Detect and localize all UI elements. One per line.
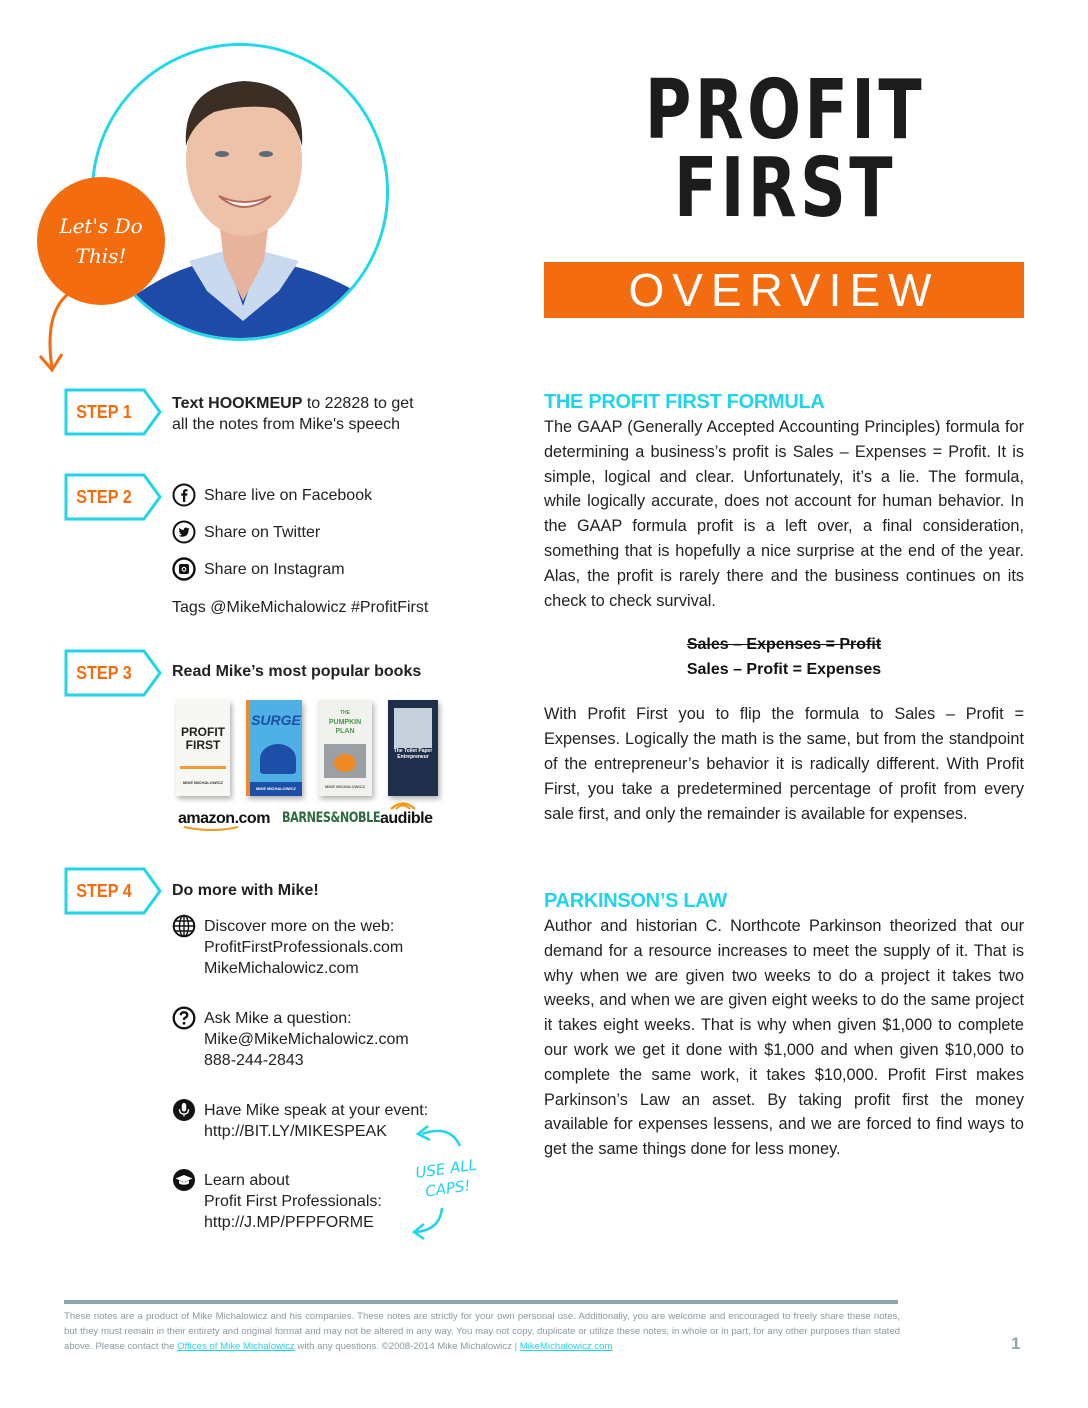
section-heading: PARKINSON’S LAW	[544, 890, 727, 912]
annotation-line-1: USE ALL	[414, 1155, 478, 1182]
book-title: THE	[340, 710, 350, 716]
share-facebook-label: Share live on Facebook	[204, 487, 373, 504]
facebook-icon	[172, 483, 196, 507]
share-twitter-label: Share on Twitter	[204, 524, 321, 541]
book-author: MIKE MICHALOWICZ	[250, 782, 302, 796]
step-2-label: STEP 2	[76, 487, 132, 507]
audible-waves-icon	[388, 798, 418, 810]
book-title: PUMPKIN PLAN	[328, 719, 362, 735]
overview-banner: OVERVIEW	[544, 262, 1024, 318]
step-3-label: STEP 3	[76, 663, 132, 683]
book-title: Entrepreneur	[397, 754, 429, 760]
amazon-label: amazon.com	[178, 810, 270, 827]
annotation-line-2: CAPS!	[424, 1176, 472, 1201]
share-tags: Tags @MikeMichalowicz #ProfitFirst	[172, 599, 429, 616]
book-covers	[172, 700, 434, 800]
step-4-label: STEP 4	[76, 881, 132, 901]
audible-label: audible	[380, 810, 433, 827]
page-number: 1	[1011, 1334, 1021, 1353]
parkinsons-law-section	[544, 889, 1024, 1162]
formula-paragraph-1: The GAAP (Generally Accepted Accounting Principles) formula for determining a business’s profit is Sales – Expenses = Profit. It is simple, logical and clear. Unfortunately, it’s a lie. The formula, while logically accurate, does not account for human behavior. In the GAAP formula profit is a left over, a final consideration, something that is hopefully a nice surprise at the end of the year. Alas, the profit is rarely there and the business continues on its check to check survival.	[544, 418, 1024, 610]
formula-paragraph-2: With Profit First you to flip the formula to Sales – Profit = Expenses. Logically the math is the same, but from the standpoint of the entrepreneur’s behavior it is radically different. With Profit First, you take a predetermined percentage of profit from every sale first, and only the remainder is available for expenses.	[544, 705, 1024, 823]
step-4-heading: Do more with Mike!	[172, 882, 319, 899]
badge-line-1: Let's Do	[59, 214, 143, 238]
footer-text-1: These notes are a product of Mike Michalowicz and his companies. These notes are strictly for your own personal use. Additionally, you are welcome and encouraged to freely share these notes, but they must remain in their entirety and original format and may not be altered in any way. You may not copy, duplicate or utilize these notes, in whole or in part, for any other purposes than stated above. Please contact the	[64, 1311, 900, 1352]
book-profit-first[interactable]	[176, 700, 230, 796]
book-pumpkin-plan[interactable]	[318, 700, 372, 796]
instagram-icon	[172, 557, 196, 581]
share-facebook[interactable]	[172, 485, 372, 507]
old-formula: Sales – Expenses = Profit	[686, 636, 882, 654]
discover-web-item	[172, 916, 403, 979]
globe-icon	[172, 914, 196, 938]
badge-line-2: This!	[75, 244, 127, 268]
book-title: The Toilet Paper	[393, 748, 433, 754]
footer-text-2: with any questions. ©2008-2014 Mike Michalowicz |	[294, 1341, 520, 1352]
step-2-badge	[64, 473, 164, 521]
learn-pfp-label-2: Profit First Professionals:	[204, 1193, 382, 1210]
offices-link[interactable]: Offices of Mike Michalowicz	[177, 1341, 295, 1352]
book-title: SURGE	[251, 712, 301, 728]
link-mikemichalowicz[interactable]: MikeMichalowicz.com	[204, 960, 359, 977]
discover-web-label: Discover more on the web:	[204, 918, 395, 935]
phone-number[interactable]: 888-244-2843	[204, 1052, 304, 1069]
amazon-logo[interactable]	[178, 810, 270, 828]
step-3-badge	[64, 649, 164, 697]
hookmeup-keyword: Text HOOKMEUP	[172, 395, 303, 412]
barnes-noble-logo[interactable]: BARNES&NOBLE	[282, 810, 381, 826]
pfpforme-link[interactable]: http://J.MP/PFPFORME	[204, 1214, 374, 1231]
curved-arrows-icon	[400, 1118, 490, 1248]
step-3-heading: Read Mike’s most popular books	[172, 663, 422, 680]
share-twitter[interactable]	[172, 522, 320, 544]
step-1-text	[172, 393, 414, 435]
share-instagram-label: Share on Instagram	[204, 561, 345, 578]
book-toilet-paper-entrepreneur[interactable]	[388, 700, 438, 796]
footer-disclaimer	[64, 1309, 900, 1354]
speak-event-label: Have Mike speak at your event:	[204, 1102, 429, 1119]
page-title	[620, 63, 950, 236]
step-4-badge	[64, 867, 164, 915]
retailer-logos	[178, 800, 438, 834]
question-icon	[172, 1006, 196, 1030]
use-all-caps-annotation	[400, 1118, 490, 1253]
lets-do-this-badge	[37, 177, 165, 305]
learn-pfp-item	[172, 1170, 382, 1233]
ask-question-item	[172, 1008, 409, 1071]
book-title: PROFIT	[181, 725, 225, 739]
step-1-text-line-2: all the notes from Mike's speech	[172, 416, 401, 433]
parkinson-paragraph: Author and historian C. Northcote Parkinson theorized that our demand for a resource increases to meet the supply of it. That is why when we are given two weeks to do a project it takes two weeks, and when we are given eight weeks to do the same project it takes eight weeks. That is why when given $1,000 to complete our work we get it done with $1,000 and when given $10,000 to complete the same work, it takes $10,000. Profit First makes Parkinson’s Law an asset. By taking profit first the money available for expenses lessens, and we are forced to find ways to get the same things done for less money.	[544, 917, 1024, 1159]
microphone-icon	[172, 1098, 196, 1122]
audible-logo[interactable]	[380, 810, 433, 828]
footer-divider	[64, 1300, 898, 1304]
amazon-smile-icon	[182, 826, 242, 832]
book-author: MIKE MICHALOWICZ	[325, 784, 365, 789]
speak-event-item	[172, 1100, 428, 1142]
step-1-text-rest: to 22828 to get	[302, 395, 414, 412]
step-1-label: STEP 1	[76, 402, 132, 422]
website-link[interactable]: MikeMichalowicz.com	[519, 1341, 613, 1352]
profit-first-formula-section	[544, 390, 1024, 826]
book-surge[interactable]	[246, 700, 302, 796]
title-line-2: FIRST	[674, 141, 896, 236]
book-title: FIRST	[185, 738, 221, 752]
email-link[interactable]: Mike@MikeMichalowicz.com	[204, 1031, 409, 1048]
mikespeak-link[interactable]: http://BIT.LY/MIKESPEAK	[204, 1123, 387, 1140]
graduation-cap-icon	[172, 1168, 196, 1192]
step-1-badge	[64, 388, 164, 436]
curved-arrow-icon	[30, 290, 90, 380]
twitter-icon	[172, 520, 196, 544]
share-instagram[interactable]	[172, 559, 345, 581]
book-author: MIKE MICHALOWICZ	[183, 780, 223, 785]
learn-pfp-label: Learn about	[204, 1172, 290, 1189]
ask-question-label: Ask Mike a question:	[204, 1010, 352, 1027]
new-formula: Sales – Profit = Expenses	[686, 660, 882, 678]
title-line-1: PROFIT	[644, 63, 926, 158]
link-profitfirstprofessionals[interactable]: ProfitFirstProfessionals.com	[204, 939, 404, 956]
section-heading: THE PROFIT FIRST FORMULA	[544, 391, 825, 413]
